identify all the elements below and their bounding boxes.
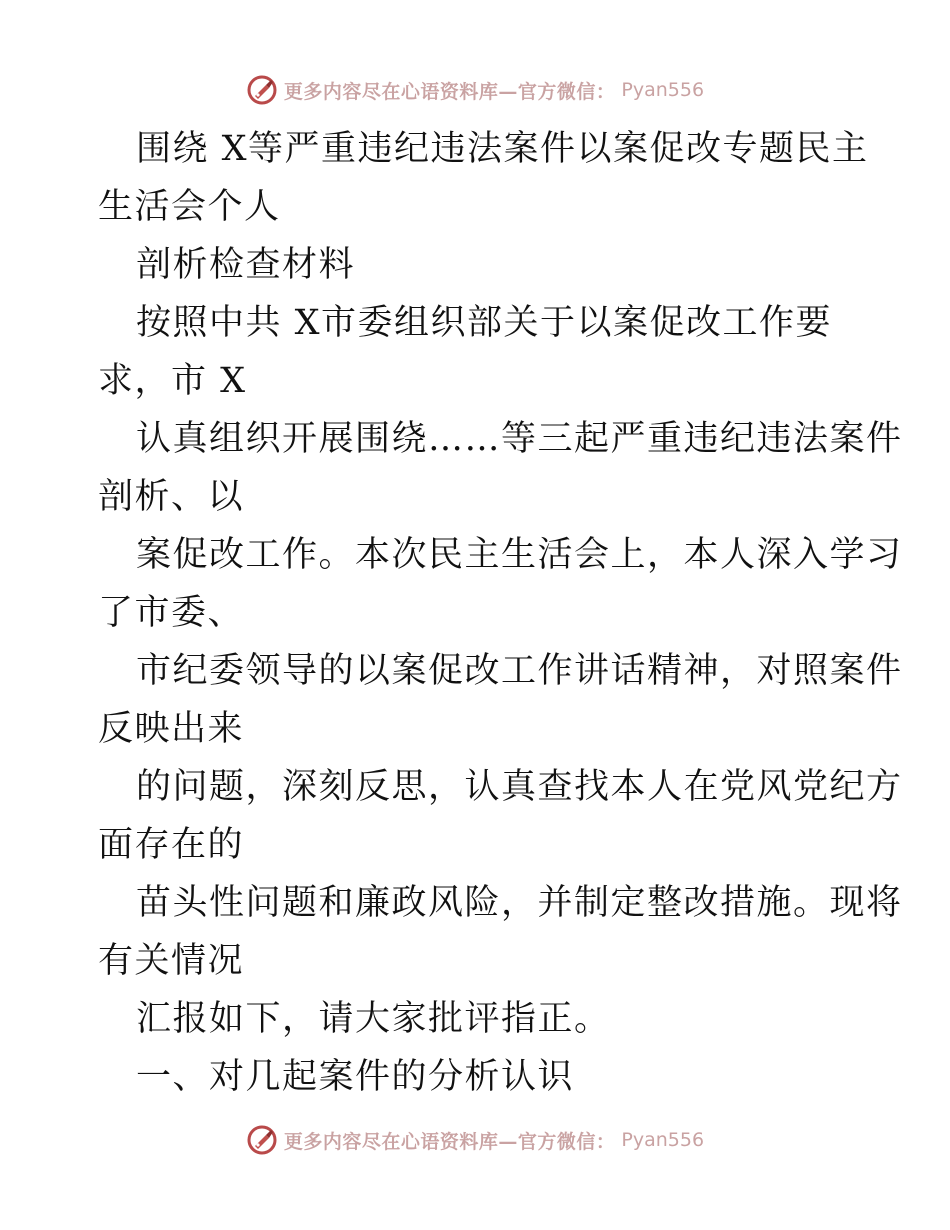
paragraph-line: 了市委、 (98, 593, 245, 633)
paragraph-line: 案促改工作。本次民主生活会上，本人深入学习 (136, 535, 903, 575)
title-line-2: 生活会个人 (98, 187, 281, 227)
paragraph-line: 剖析、以 (98, 477, 245, 517)
footer-banner (0, 1120, 950, 1160)
header-banner-account: Pyan556 (621, 79, 705, 101)
title-line-1: 围绕 X等严重违纪违法案件以案促改专题民主 (136, 129, 869, 169)
footer-banner-account: Pyan556 (621, 1129, 705, 1151)
paragraph-line: 认真组织开展围绕……等三起严重违纪违法案件 (136, 419, 903, 459)
pen-nib-circle-icon (246, 74, 278, 106)
paragraph-line: 面存在的 (98, 825, 245, 865)
footer-banner-text: 更多内容尽在心语资料库—官方微信： (283, 1130, 616, 1153)
paragraph-line: 反映出来 (98, 709, 245, 749)
paragraph-line: 汇报如下，请大家批评指正。 (136, 999, 611, 1039)
header-banner-text: 更多内容尽在心语资料库—官方微信： (283, 80, 616, 103)
header-banner-content (246, 74, 704, 106)
paragraph-line: 求，市 X (98, 361, 247, 401)
paragraph-line: 有关情况 (98, 941, 245, 981)
paragraph-line: 的问题，深刻反思，认真查找本人在党风党纪方 (136, 767, 903, 807)
title-line-3: 剖析检查材料 (136, 245, 356, 285)
paragraph-line: 苗头性问题和廉政风险，并制定整改措施。现将 (136, 883, 903, 923)
section-heading: 一、对几起案件的分析认识 (136, 1057, 575, 1097)
footer-banner-content (246, 1124, 704, 1156)
header-banner (0, 70, 950, 110)
paragraph-line: 市纪委领导的以案促改工作讲话精神，对照案件 (136, 651, 903, 691)
pen-nib-circle-icon (246, 1124, 278, 1156)
paragraph-line: 按照中共 X市委组织部关于以案促改工作要 (136, 303, 833, 343)
document-body (98, 120, 903, 1106)
